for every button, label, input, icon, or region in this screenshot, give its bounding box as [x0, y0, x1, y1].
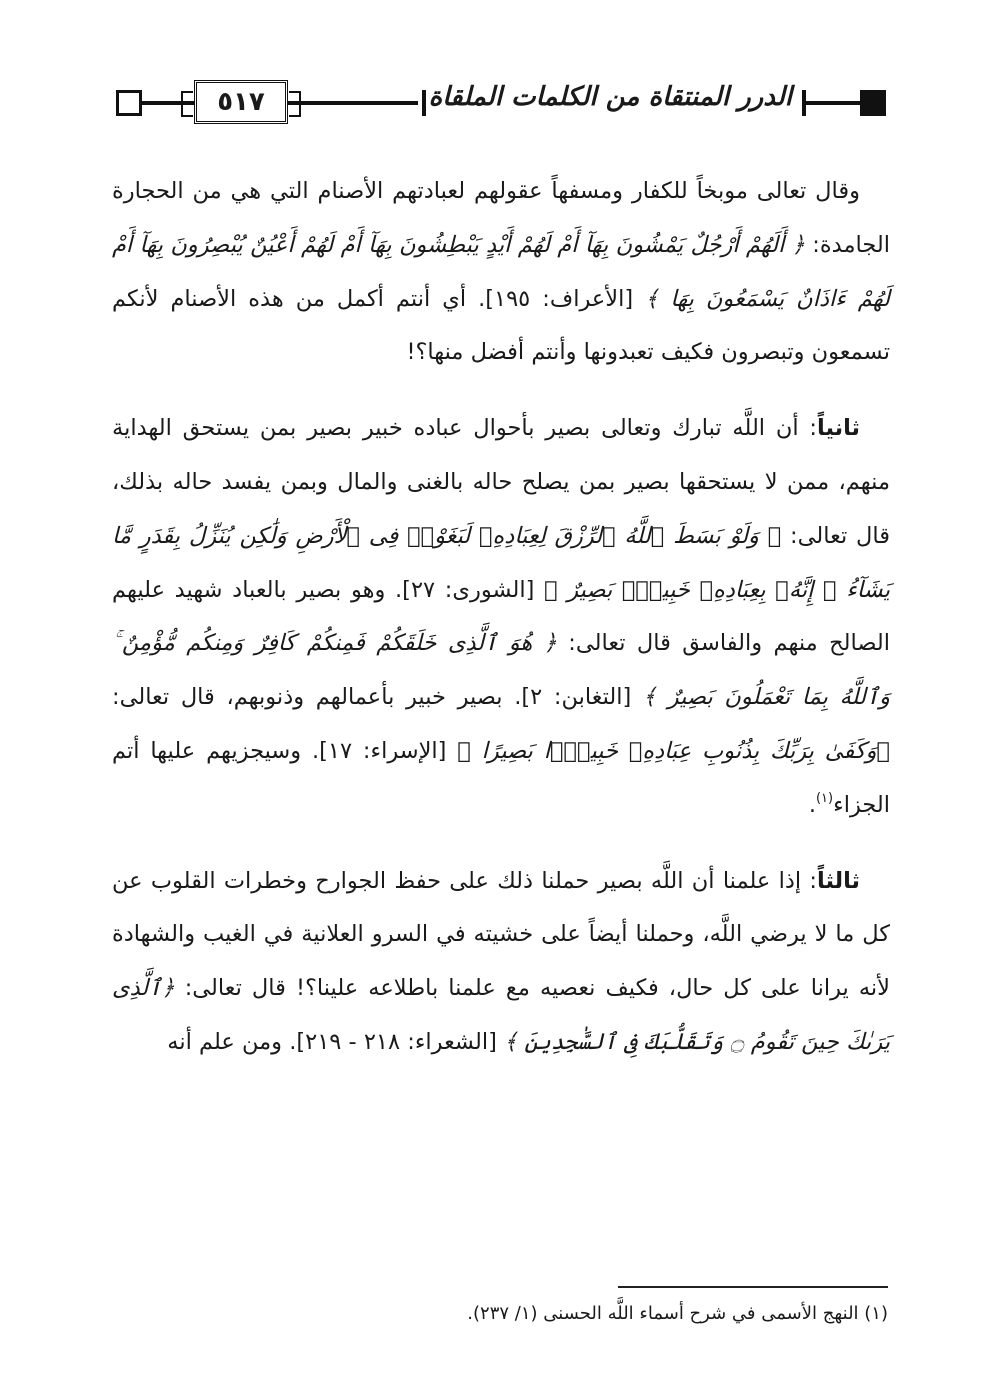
text-segment: [الشورى: ٢٧]. وهو بصير بالعباد شهيد عليهم الصالح منهم والفاسق قال تعالى:: [112, 576, 891, 657]
section-lead: ثالثاً: [817, 867, 860, 894]
header-ornament-square-filled: [860, 90, 886, 116]
page-number-box: [194, 80, 288, 124]
text-segment: وقال تعالى موبخاً للكفار ومسفهاً عقولهم لعبادتهم الأصنام التي هي من الحجارة الجامدة:: [112, 178, 890, 258]
paragraph-1: [112, 165, 890, 380]
header-rule-middle: [288, 101, 418, 105]
text-segment: : أن اللَّه تبارك وتعالى بصير بأحوال عباده خبير بصير بمن يستحق الهداية منهم، ممن لا يستحقها بصير بمن يصلح حاله بالغنى والمال وبمن يفسد حاله بذلك، قال تعالى:: [112, 415, 890, 549]
text-segment: [التغابن: ٢]. بصير خبير بأعمالهم وذنوبهم، قال تعالى:: [112, 684, 643, 711]
quran-verse: ﴿وَكَفَىٰ بِرَبِّكَ بِذُنُوبِ عِبَادِهِۦ خَبِيرًۢا بَصِيرًا ﴾: [457, 737, 890, 764]
footnote-marker[interactable]: (١): [815, 790, 834, 806]
paragraph-3: [112, 855, 890, 1070]
text-segment: [الإسراء: ١٧]. وسيجزيهم عليها أتم الجزاء: [112, 737, 890, 818]
text-segment: [الشعراء: ٢١٨ - ٢١٩]. ومن علم أنه: [167, 1028, 505, 1055]
text-segment: : إذا علمنا أن اللَّه بصير حملنا ذلك على حفظ الجوارح وخطرات القلوب عن كل ما لا يرضي اللَّه، وحملنا أيضاً على خشيته في السرو العلانية في الغيب والشهادة لأنه يرانا على كل حال، فكيف نعصيه مع علمنا باطلاعه علينا؟! قال تعالى:: [112, 867, 890, 1002]
footnote: (١) النهج الأسمى في شرح أسماء اللَّه الحسنى (١/ ٢٣٧).: [467, 1303, 888, 1324]
quran-verse: ﴿ هُوَ ٱلَّذِى خَلَقَكُمْ فَمِنكُمْ كَافِرٌ وَمِنكُم مُّؤْمِنٌ ۚ وَٱللَّهُ بِمَا تَعْمَلُونَ بَصِيرٌ ﴾: [112, 630, 890, 711]
footnote-separator: [618, 1286, 888, 1288]
page-header: [112, 78, 888, 128]
paragraph-2: [112, 402, 890, 832]
text-segment: .: [808, 791, 816, 818]
header-ornament-square-outline: [116, 90, 142, 116]
header-ornament-bar: [422, 90, 426, 116]
quran-verse: ﴿ أَلَهُمْ أَرْجُلٌ يَمْشُونَ بِهَآ أَمْ لَهُمْ أَيْدٍ يَبْطِشُونَ بِهَآ أَمْ لَهُمْ أَعْيُنٌ يُبْصِرُونَ بِهَآ أَمْ لَهُمْ ءَاذَانٌ يَسْمَعُونَ بِهَا ﴾: [112, 231, 891, 312]
book-title: الدرر المنتقاة من الكلمات الملقاة: [428, 82, 792, 112]
main-text: [112, 165, 890, 1070]
quran-verse: ﴿ٱلَّذِى يَرَىٰكَ حِينَ تَقُومُ ۝ وَتَقَلُّبَكَ فِى ٱلسَّٰجِدِينَ ﴾: [112, 975, 890, 1055]
section-lead: ثانياً: [817, 415, 860, 442]
quran-verse: ﴿ وَلَوْ بَسَطَ ٱللَّهُ ٱلرِّزْقَ لِعِبَادِهِۦ لَبَغَوْا۟ فِى ٱلْأَرْضِ وَلَٰكِن يُنَزِّلُ بِقَدَرٍ مَّا يَشَآءُ ۚ إِنَّهُۥ بِعِبَادِهِۦ خَبِيرٌۢ بَصِيرٌ ﴾: [112, 522, 890, 603]
text-segment: [الأعراف: ١٩٥]. أي أنتم أكمل من هذه الأصنام لأنكم تسمعون وتبصرون فكيف تعبدونها وأنتم أفضل منها؟!: [112, 285, 890, 366]
page-number: ٥١٧: [217, 87, 265, 117]
header-rule-right: [806, 101, 862, 105]
